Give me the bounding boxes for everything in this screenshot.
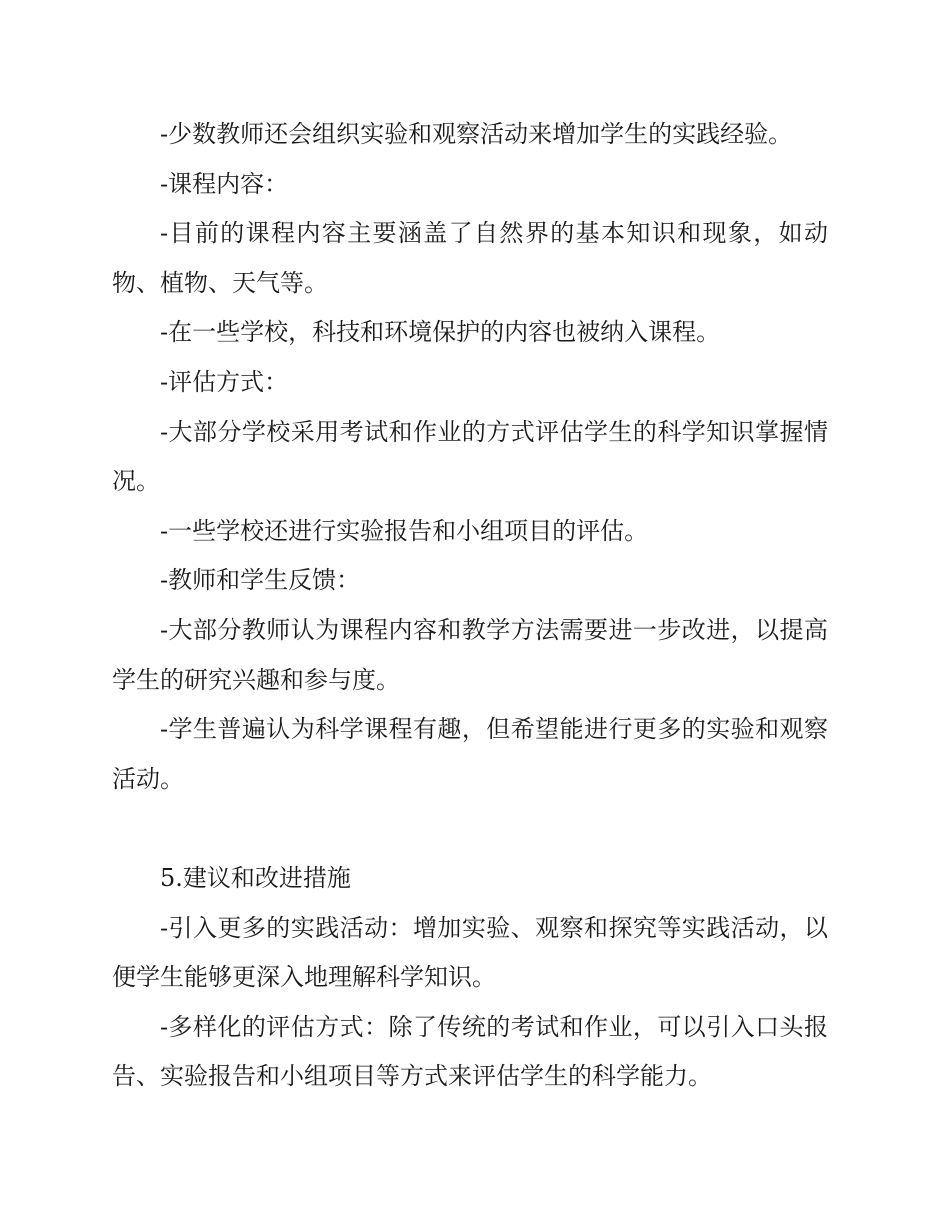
paragraph-teacher-feedback: -大部分教师认为课程内容和教学方法需要进一步改进，以提高学生的研究兴趣和参与度。 — [112, 615, 828, 694]
paragraph-course-content: -目前的课程内容主要涵盖了自然界的基本知识和现象，如动物、植物、天气等。 — [112, 219, 828, 297]
paragraph-course-content-heading: -课程内容： — [160, 169, 289, 198]
paragraph-assessment-projects: -一些学校还进行实验报告和小组项目的评估。 — [160, 516, 649, 545]
section-heading: 5.建议和改进措施 — [160, 863, 351, 892]
paragraph-assessment-exams: -大部分学校采用考试和作业的方式评估学生的科学知识掌握情况。 — [112, 417, 828, 496]
section-spacer — [112, 804, 828, 854]
paragraph-teacher-activities: -少数教师还会组织实验和观察活动来增加学生的实践经验。 — [160, 120, 793, 148]
paragraph-student-feedback: -学生普遍认为科学课程有趣，但希望能进行更多的实验和观察活动。 — [112, 715, 828, 793]
paragraph-feedback-heading: -教师和学生反馈： — [160, 566, 361, 595]
paragraph-diverse-assessment: -多样化的评估方式：除了传统的考试和作业，可以引入口头报告、实验报告和小组项目等方式来评估学生的科学能力。 — [112, 1012, 828, 1091]
paragraph-tech-environment: -在一些学校，科技和环境保护的内容也被纳入课程。 — [160, 318, 721, 347]
document-body — [112, 110, 828, 1102]
paragraph-practice-activities: -引入更多的实践活动：增加实验、观察和探究等实践活动，以便学生能够更深入地理解科学知识。 — [112, 913, 828, 992]
paragraph-assessment-heading: -评估方式： — [160, 367, 289, 396]
